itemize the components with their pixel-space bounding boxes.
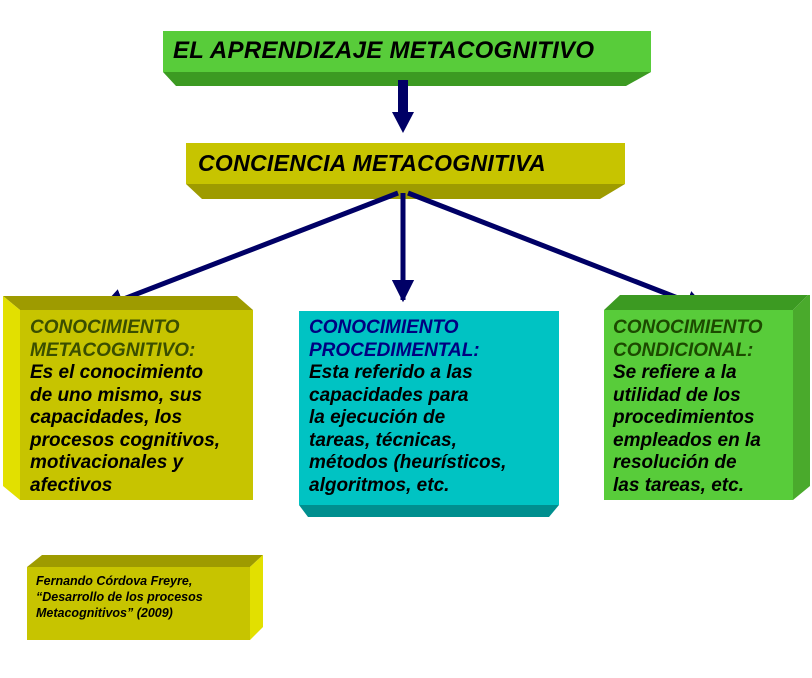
box-metacognitivo [30, 317, 255, 497]
box-metacognitivo-head-1: CONOCIMIENTO [30, 317, 180, 338]
box-procedimental-line-6: algoritmos, etc. [309, 474, 450, 496]
box-procedimental-line-2: capacidades para [309, 384, 469, 406]
box-condicional-line-2: utilidad de los [613, 384, 741, 406]
box-condicional-line-5: resolución de [613, 452, 737, 473]
box-condicional-line-4: empleados en la [613, 429, 761, 451]
box-procedimental-line-3: la ejecución de [309, 407, 446, 428]
box-procedimental-line-5: métodos (heurísticos, [309, 452, 507, 473]
reference-line-2: “Desarrollo de los procesos [36, 590, 203, 604]
box-metacognitivo-line-2: de uno mismo, sus [30, 384, 203, 406]
reference-line-1: Fernando Córdova Freyre, [36, 574, 193, 588]
box-procedimental-head-1: CONOCIMIENTO [309, 317, 459, 338]
box-condicional-head-2: CONDICIONAL: [613, 339, 754, 361]
box-procedimental-line-1: Esta referido a las [309, 362, 473, 383]
box-metacognitivo-line-5: motivacionales y [30, 452, 184, 473]
arrow-title-to-subtitle [392, 80, 414, 133]
box-metacognitivo-line-1: Es el conocimiento [30, 362, 204, 383]
box-condicional-line-1: Se refiere a la [613, 362, 737, 383]
box-condicional [613, 317, 803, 497]
box-procedimental-line-4: tareas, técnicas, [309, 429, 457, 451]
diagram-subtitle: CONCIENCIA METACOGNITIVA [198, 150, 546, 176]
box-procedimental-head-2: PROCEDIMENTAL: [309, 339, 480, 361]
reference-note [36, 573, 248, 621]
box-condicional-head-1: CONOCIMIENTO [613, 317, 763, 338]
branch-arrows [103, 193, 706, 309]
diagram-title: EL APRENDIZAJE METACOGNITIVO [173, 37, 595, 64]
box-condicional-line-6: las tareas, etc. [613, 474, 744, 496]
box-condicional-line-3: procedimientos [613, 407, 755, 428]
box-metacognitivo-line-3: capacidades, los [30, 407, 183, 428]
box-metacognitivo-line-6: afectivos [30, 474, 113, 496]
reference-line-3: Metacognitivos” (2009) [36, 606, 173, 620]
box-metacognitivo-head-2: METACOGNITIVO: [30, 339, 196, 361]
box-metacognitivo-line-4: procesos cognitivos, [30, 429, 221, 451]
box-procedimental [309, 317, 559, 497]
